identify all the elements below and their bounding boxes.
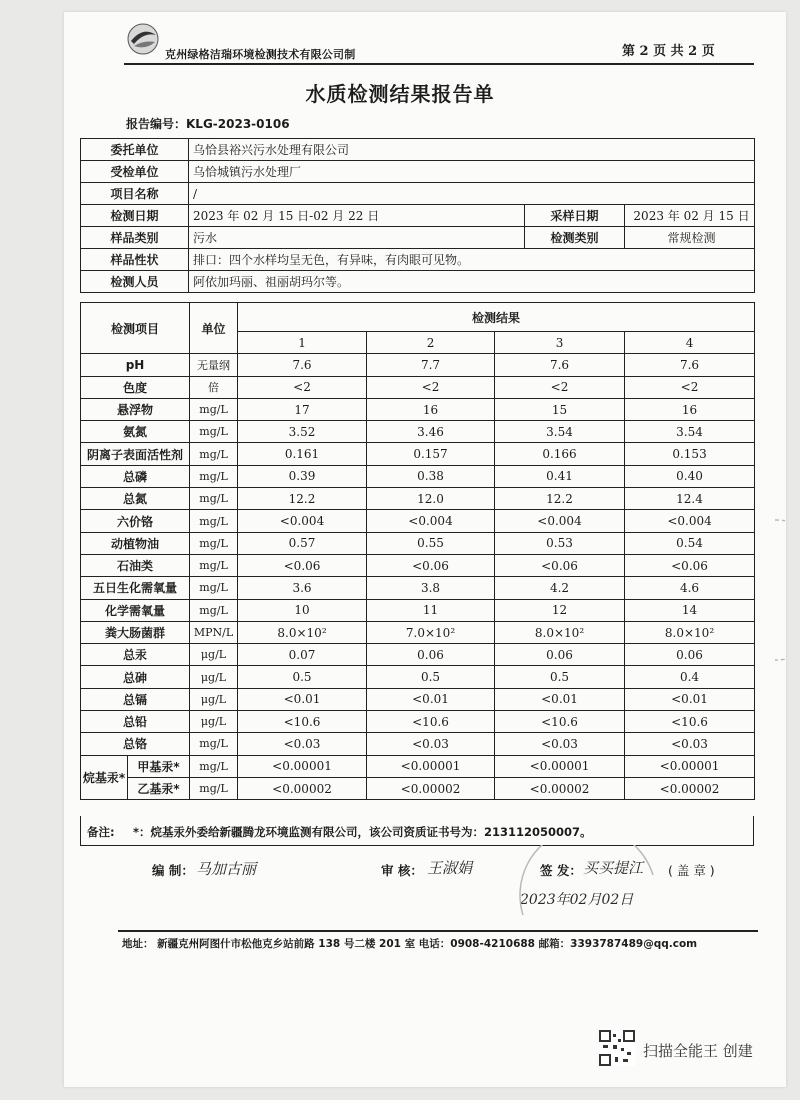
sample-property-value: 排口：四个水样均呈无色，有异味，有肉眼可见物。: [189, 249, 755, 271]
test-type-value: 常规检测: [625, 227, 755, 249]
result-value: 3.8: [367, 577, 495, 599]
result-value: 0.54: [625, 532, 755, 554]
result-value: 16: [625, 398, 755, 420]
result-value: <0.004: [367, 510, 495, 532]
result-value: <0.00002: [495, 777, 625, 799]
result-value: 3.52: [238, 421, 367, 443]
results-header-row: [81, 303, 755, 332]
info-row-staff: [81, 271, 755, 293]
results-table: [80, 302, 755, 800]
remark-label: 备注:: [87, 825, 115, 839]
test-group-name: 烷基汞*: [81, 755, 128, 800]
inspected-label: 受检单位: [81, 161, 189, 183]
test-item-name: 阴离子表面活性剂: [81, 443, 190, 465]
footer-address: 地址： 新疆克州阿图什市松他克乡站前路 138 号二楼 201 室 电话：0908-4210688 邮箱：3393787489@qq.com: [122, 938, 698, 950]
test-date-value: 2023 年 02 月 15 日-02 月 22 日: [189, 205, 525, 227]
test-item-unit: mg/L: [190, 755, 238, 777]
result-value: 0.4: [625, 666, 755, 688]
sample-type-label: 样品类别: [81, 227, 189, 249]
result-value: 17: [238, 398, 367, 420]
result-row: [81, 666, 755, 688]
result-value: 11: [367, 599, 495, 621]
result-value: 4.6: [625, 577, 755, 599]
result-value: 0.157: [367, 443, 495, 465]
result-value: <0.00001: [238, 755, 367, 777]
result-value: <2: [367, 376, 495, 398]
info-table: [80, 138, 755, 293]
result-value: <0.03: [367, 733, 495, 755]
test-item-name: 色度: [81, 376, 190, 398]
test-item-name: 六价铬: [81, 510, 190, 532]
result-value: 7.0×10²: [367, 621, 495, 643]
result-row: [81, 733, 755, 755]
result-row: [81, 443, 755, 465]
result-row: [81, 421, 755, 443]
result-value: 0.06: [625, 644, 755, 666]
test-item-unit: μg/L: [190, 711, 238, 733]
project-label: 项目名称: [81, 183, 189, 205]
result-value: <2: [495, 376, 625, 398]
result-row: [81, 510, 755, 532]
issuer-signature: 买买提江: [583, 859, 644, 877]
test-item-unit: mg/L: [190, 465, 238, 487]
result-value: 0.39: [238, 465, 367, 487]
result-value: 3.46: [367, 421, 495, 443]
test-item-name: 动植物油: [81, 532, 190, 554]
result-value: <0.01: [367, 688, 495, 710]
result-value: 8.0×10²: [495, 621, 625, 643]
test-item-unit: μg/L: [190, 666, 238, 688]
staff-label: 检测人员: [81, 271, 189, 293]
test-item-name: 总氮: [81, 488, 190, 510]
column-header-result: 检测结果: [238, 303, 755, 332]
results-body: [81, 303, 755, 800]
project-value: /: [189, 183, 755, 205]
result-row: [81, 688, 755, 710]
remark-box: [80, 816, 754, 846]
result-value: <0.00002: [367, 777, 495, 799]
test-item-name: 粪大肠菌群: [81, 621, 190, 643]
test-item-unit: μg/L: [190, 688, 238, 710]
result-value: <0.01: [495, 688, 625, 710]
result-row: [81, 577, 755, 599]
inspected-value: 乌恰城镇污水处理厂: [189, 161, 755, 183]
test-item-unit: mg/L: [190, 777, 238, 799]
result-value: <0.06: [238, 554, 367, 576]
result-row: [81, 488, 755, 510]
info-row-property: [81, 249, 755, 271]
client-label: 委托单位: [81, 139, 189, 161]
result-value: 0.07: [238, 644, 367, 666]
test-item-name: 总汞: [81, 644, 190, 666]
remark-text: *：烷基汞外委给新疆腾龙环境监测有限公司，该公司资质证书号为：213112050007。: [133, 825, 592, 839]
info-row-project: [81, 183, 755, 205]
sample-type-value: 污水: [189, 227, 525, 249]
result-value: <10.6: [238, 711, 367, 733]
column-header-unit: 单位: [190, 303, 238, 354]
test-item-unit: mg/L: [190, 398, 238, 420]
seal-stamp-icon: [518, 845, 658, 925]
page-title: 水质检测结果报告单: [305, 82, 495, 106]
result-value: 0.5: [238, 666, 367, 688]
result-value: 0.57: [238, 532, 367, 554]
column-header-item: 检测项目: [81, 303, 190, 354]
result-value: 0.06: [367, 644, 495, 666]
result-value: <0.00001: [625, 755, 755, 777]
result-value: 12.2: [238, 488, 367, 510]
result-row: [81, 711, 755, 733]
sample-number: 1: [238, 332, 367, 354]
sample-number: 2: [367, 332, 495, 354]
test-item-name: 乙基汞*: [128, 777, 190, 799]
header-divider: [124, 63, 754, 65]
result-value: 0.06: [495, 644, 625, 666]
result-value: 0.5: [495, 666, 625, 688]
test-item-unit: mg/L: [190, 532, 238, 554]
result-row: [81, 398, 755, 420]
result-value: 7.6: [495, 354, 625, 376]
result-value: 0.53: [495, 532, 625, 554]
result-value: <0.01: [625, 688, 755, 710]
sample-number: 4: [625, 332, 755, 354]
staff-value: 阿依加玛丽、祖丽胡玛尔等。: [189, 271, 755, 293]
company-name: 克州绿格洁瑞环境检测技术有限公司制: [165, 48, 356, 61]
result-value: <0.03: [625, 733, 755, 755]
test-item-name: pH: [81, 354, 190, 376]
sample-date-label: 采样日期: [525, 205, 625, 227]
result-row: [81, 376, 755, 398]
result-value: 0.41: [495, 465, 625, 487]
test-item-unit: mg/L: [190, 510, 238, 532]
result-value: 7.6: [625, 354, 755, 376]
test-item-unit: mg/L: [190, 443, 238, 465]
info-row-dates: [81, 205, 755, 227]
info-row-inspected: [81, 161, 755, 183]
result-value: <10.6: [367, 711, 495, 733]
test-item-unit: 倍: [190, 376, 238, 398]
signing-date: 2023年02月02日: [520, 892, 634, 908]
client-value: 乌恰县裕兴污水处理有限公司: [189, 139, 755, 161]
result-value: <0.004: [238, 510, 367, 532]
test-item-unit: mg/L: [190, 554, 238, 576]
test-item-name: 总磷: [81, 465, 190, 487]
sample-property-label: 样品性状: [81, 249, 189, 271]
result-value: 3.54: [625, 421, 755, 443]
result-value: <0.01: [238, 688, 367, 710]
report-number: 报告编号：KLG-2023-0106: [126, 117, 290, 131]
page-indicator: 第 2 页 共 2 页: [622, 44, 715, 59]
result-value: 12.4: [625, 488, 755, 510]
result-value: <0.06: [367, 554, 495, 576]
result-value: 0.5: [367, 666, 495, 688]
result-value: <0.06: [495, 554, 625, 576]
result-row: [81, 621, 755, 643]
compiler-signature: 马加古丽: [196, 860, 257, 878]
test-date-label: 检测日期: [81, 205, 189, 227]
result-value: <2: [238, 376, 367, 398]
result-row: [81, 532, 755, 554]
result-value: <0.03: [495, 733, 625, 755]
result-value: <0.00001: [367, 755, 495, 777]
test-item-name: 甲基汞*: [128, 755, 190, 777]
result-value: 0.55: [367, 532, 495, 554]
test-item-unit: mg/L: [190, 599, 238, 621]
result-value: 12.0: [367, 488, 495, 510]
test-item-unit: mg/L: [190, 733, 238, 755]
result-row: [81, 777, 755, 799]
test-item-name: 总镉: [81, 688, 190, 710]
result-value: <0.00001: [495, 755, 625, 777]
result-value: 3.54: [495, 421, 625, 443]
test-item-name: 总铅: [81, 711, 190, 733]
result-value: 12: [495, 599, 625, 621]
result-value: 8.0×10²: [238, 621, 367, 643]
test-item-name: 悬浮物: [81, 398, 190, 420]
result-value: <0.06: [625, 554, 755, 576]
result-row: [81, 554, 755, 576]
result-value: 0.153: [625, 443, 755, 465]
result-value: <0.00002: [625, 777, 755, 799]
result-row: [81, 755, 755, 777]
seal-label: ( 盖 章 ): [668, 863, 715, 878]
test-item-unit: mg/L: [190, 421, 238, 443]
result-value: 0.40: [625, 465, 755, 487]
compiler-label: 编 制：: [152, 863, 194, 878]
test-item-name: 化学需氧量: [81, 599, 190, 621]
reviewer-signature: 王淑娟: [427, 859, 473, 877]
result-value: <2: [625, 376, 755, 398]
test-item-unit: μg/L: [190, 644, 238, 666]
result-value: <0.00002: [238, 777, 367, 799]
result-value: 0.38: [367, 465, 495, 487]
result-value: <0.004: [625, 510, 755, 532]
result-value: <0.004: [495, 510, 625, 532]
reviewer-label: 审 核：: [381, 863, 423, 878]
scanner-watermark: 扫描全能王 创建: [643, 1042, 753, 1060]
result-value: <10.6: [625, 711, 755, 733]
issuer-label: 签 发：: [540, 863, 582, 878]
edge-seal-icon: [745, 515, 785, 665]
test-item-name: 五日生化需氧量: [81, 577, 190, 599]
result-value: 7.6: [238, 354, 367, 376]
result-value: 12.2: [495, 488, 625, 510]
footer-divider: [118, 930, 758, 932]
result-value: 10: [238, 599, 367, 621]
result-row: [81, 354, 755, 376]
result-row: [81, 465, 755, 487]
test-item-unit: 无量纲: [190, 354, 238, 376]
sample-date-value: 2023 年 02 月 15 日: [625, 205, 755, 227]
result-row: [81, 599, 755, 621]
result-value: <10.6: [495, 711, 625, 733]
result-value: 3.6: [238, 577, 367, 599]
company-logo-icon: [126, 22, 160, 56]
result-value: 14: [625, 599, 755, 621]
sample-number: 3: [495, 332, 625, 354]
info-row-client: [81, 139, 755, 161]
result-value: 16: [367, 398, 495, 420]
qr-code-icon: [599, 1030, 635, 1066]
result-value: 7.7: [367, 354, 495, 376]
test-item-name: 氨氮: [81, 421, 190, 443]
test-type-label: 检测类别: [525, 227, 625, 249]
result-value: 8.0×10²: [625, 621, 755, 643]
result-value: 15: [495, 398, 625, 420]
test-item-name: 总铬: [81, 733, 190, 755]
test-item-unit: mg/L: [190, 577, 238, 599]
result-value: 4.2: [495, 577, 625, 599]
result-row: [81, 644, 755, 666]
test-item-name: 总砷: [81, 666, 190, 688]
test-item-unit: mg/L: [190, 488, 238, 510]
info-row-types: [81, 227, 755, 249]
result-value: 0.161: [238, 443, 367, 465]
test-item-unit: MPN/L: [190, 621, 238, 643]
result-value: 0.166: [495, 443, 625, 465]
test-item-name: 石油类: [81, 554, 190, 576]
result-value: <0.03: [238, 733, 367, 755]
